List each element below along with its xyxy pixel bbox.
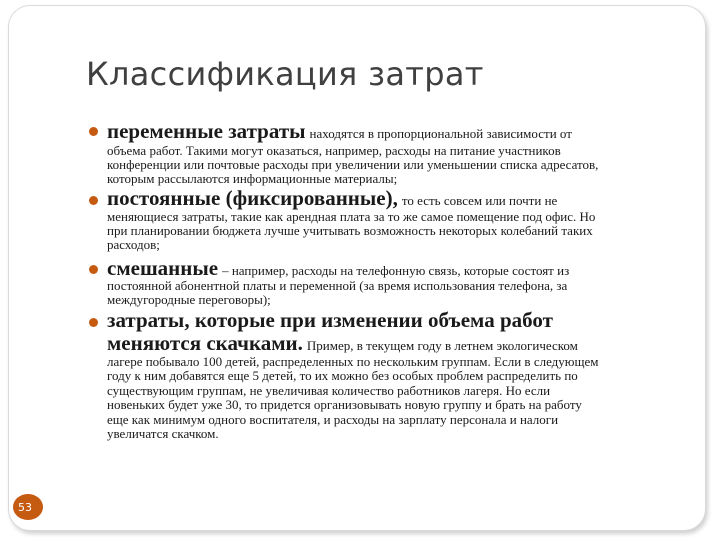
slide-number: 53 — [18, 501, 32, 514]
bullet-first-line — [107, 121, 572, 142]
bullet-line: существующим группам, не увеличивая количество работников лагеря. Но если — [107, 383, 551, 398]
bullet-lead: смешанные — [107, 256, 219, 280]
bullet-lead: постоянные (фиксированные), — [107, 186, 398, 210]
bullet-line: расходов; — [107, 237, 160, 252]
slide-title: Классификация затрат — [86, 55, 484, 93]
bullet-line: меняющиеся затраты, такие как арендная плата за то же самое помещение под офис. Но — [107, 209, 596, 224]
bullet-line: конференции или почтовые расходы при увеличении или уменьшении списка адресатов, — [107, 157, 599, 172]
bullet-dot-icon — [89, 127, 98, 136]
bullet-lead: переменные затраты — [107, 119, 306, 143]
bullet-line: году к ним добавятся еще 5 детей, то их можно без особых проблем распределить по — [107, 368, 578, 383]
bullet-first-line — [107, 188, 557, 209]
bullet-line: лагере побывало 100 детей, распределенных по нескольким группам. Если в следующем — [107, 354, 599, 369]
bullet-line: новеньких будет уже 30, то придется организовывать новую группу и брать на работу — [107, 397, 582, 412]
bullet-line: междугородные переговоры); — [107, 292, 271, 307]
bullet-dot-icon — [89, 265, 98, 274]
bullet-text: то есть совсем или почти не — [401, 193, 558, 208]
bullet-second-line — [107, 333, 578, 354]
bullet-dot-icon — [89, 196, 98, 205]
bullet-dot-icon — [89, 318, 98, 327]
bullet-text: Пример, в текущем году в летнем экологическом — [306, 338, 578, 353]
bullet-text: – например, расходы на телефонную связь, которые состоят из — [222, 263, 570, 278]
bullet-line: при планировании бюджета лучше учитывать возможность некоторых колебаний таких — [107, 223, 593, 238]
bullet-line: еще как минимум одного воспитателя, и расходы на зарплату персонала и налоги — [107, 412, 559, 427]
bullet-first-line — [107, 258, 569, 279]
bullet-lead-continued: меняются скачками. — [107, 331, 303, 355]
bullet-line: которым рассылаются информационные материалы; — [107, 171, 398, 186]
bullet-line: увеличатся скачком. — [107, 426, 219, 441]
bullet-line: постоянной абонентной платы и переменной (за время использования телефона, за — [107, 278, 568, 293]
bullet-text: находятся в пропорциональной зависимости от — [309, 126, 572, 141]
bullet-lead: затраты, которые при изменении объема работ — [107, 308, 553, 332]
bullet-line: объема работ. Такими могут оказаться, например, расходы на питание участников — [107, 143, 561, 158]
